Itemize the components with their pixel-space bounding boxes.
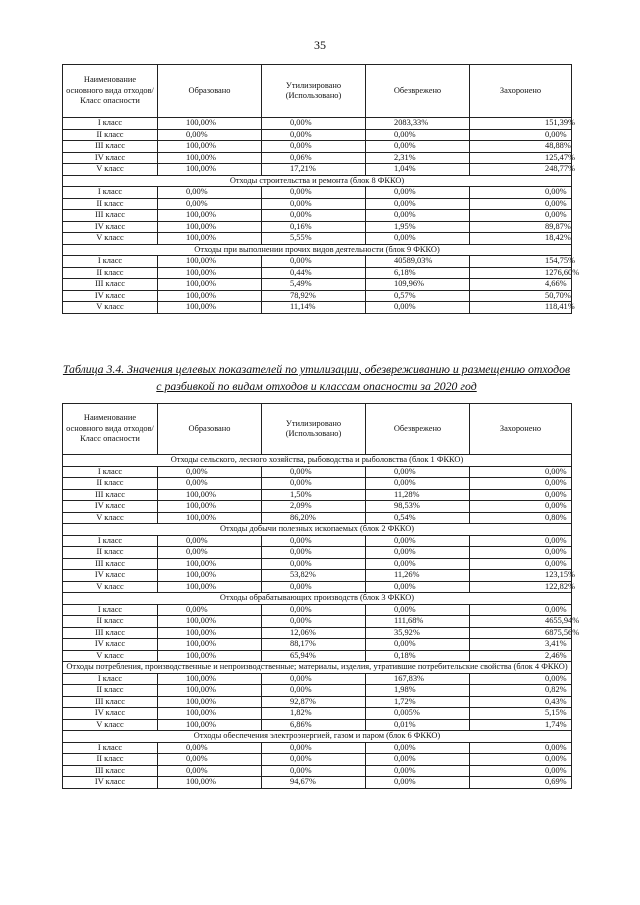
cell-hazard-class: I класс bbox=[63, 256, 158, 268]
cell-neutralized: 1,98% bbox=[366, 685, 470, 697]
cell-buried: 0,00% bbox=[470, 129, 572, 141]
table-row bbox=[63, 198, 572, 210]
cell-neutralized: 0,00% bbox=[366, 141, 470, 153]
cell-hazard-class: V класс bbox=[63, 581, 158, 593]
cell-buried: 0,00% bbox=[470, 535, 572, 547]
cell-utilized: 0,00% bbox=[262, 616, 366, 628]
cell-generated: 100,00% bbox=[158, 164, 262, 176]
cell-hazard-class: I класс bbox=[63, 742, 158, 754]
header-utilized: Утилизировано (Использовано) bbox=[262, 65, 366, 118]
cell-hazard-class: I класс bbox=[63, 604, 158, 616]
cell-neutralized: 0,00% bbox=[366, 547, 470, 559]
cell-utilized: 86,20% bbox=[262, 512, 366, 524]
header-buried: Захоронено bbox=[470, 404, 572, 455]
cell-hazard-class: III класс bbox=[63, 489, 158, 501]
cell-hazard-class: III класс bbox=[63, 210, 158, 222]
cell-buried: 151,39% bbox=[470, 118, 572, 130]
cell-utilized: 0,00% bbox=[262, 547, 366, 559]
cell-buried: 0,00% bbox=[470, 604, 572, 616]
section-header-row bbox=[63, 593, 572, 605]
cell-utilized: 5,49% bbox=[262, 279, 366, 291]
table-row bbox=[63, 478, 572, 490]
table-row bbox=[63, 765, 572, 777]
cell-hazard-class: II класс bbox=[63, 478, 158, 490]
cell-neutralized: 0,00% bbox=[366, 233, 470, 245]
cell-neutralized: 0,00% bbox=[366, 742, 470, 754]
cell-hazard-class: II класс bbox=[63, 754, 158, 766]
cell-utilized: 1,82% bbox=[262, 708, 366, 720]
cell-hazard-class: I класс bbox=[63, 673, 158, 685]
cell-generated: 100,00% bbox=[158, 650, 262, 662]
cell-neutralized: 0,00% bbox=[366, 478, 470, 490]
cell-neutralized: 0,00% bbox=[366, 765, 470, 777]
table-row bbox=[63, 754, 572, 766]
table-row bbox=[63, 279, 572, 291]
cell-generated: 100,00% bbox=[158, 118, 262, 130]
cell-utilized: 0,16% bbox=[262, 221, 366, 233]
cell-neutralized: 98,53% bbox=[366, 501, 470, 513]
cell-buried: 248,77% bbox=[470, 164, 572, 176]
cell-generated: 0,00% bbox=[158, 187, 262, 199]
cell-buried: 154,75% bbox=[470, 256, 572, 268]
cell-buried: 6875,56% bbox=[470, 627, 572, 639]
cell-generated: 100,00% bbox=[158, 696, 262, 708]
cell-generated: 100,00% bbox=[158, 279, 262, 291]
cell-buried: 0,80% bbox=[470, 512, 572, 524]
cell-hazard-class: IV класс bbox=[63, 777, 158, 789]
cell-neutralized: 1,04% bbox=[366, 164, 470, 176]
cell-hazard-class: I класс bbox=[63, 535, 158, 547]
cell-hazard-class: V класс bbox=[63, 512, 158, 524]
cell-neutralized: 0,57% bbox=[366, 290, 470, 302]
cell-hazard-class: II класс bbox=[63, 547, 158, 559]
cell-buried: 0,69% bbox=[470, 777, 572, 789]
section-header-row bbox=[63, 455, 572, 467]
table-row bbox=[63, 639, 572, 651]
cell-buried: 0,00% bbox=[470, 489, 572, 501]
cell-hazard-class: V класс bbox=[63, 164, 158, 176]
header-generated: Образовано bbox=[158, 404, 262, 455]
cell-hazard-class: III класс bbox=[63, 696, 158, 708]
cell-hazard-class: IV класс bbox=[63, 290, 158, 302]
cell-hazard-class: II класс bbox=[63, 685, 158, 697]
cell-buried: 0,00% bbox=[470, 765, 572, 777]
cell-generated: 0,00% bbox=[158, 478, 262, 490]
table-row bbox=[63, 708, 572, 720]
section-header-row bbox=[63, 524, 572, 536]
cell-neutralized: 167,83% bbox=[366, 673, 470, 685]
table-row bbox=[63, 535, 572, 547]
section-title: Отходы потребления, производственные и непроизводственные; материалы, изделия, утратившие потребительские свойства (блок 4 ФККО) bbox=[63, 662, 572, 674]
cell-buried: 122,82% bbox=[470, 581, 572, 593]
table-row bbox=[63, 141, 572, 153]
cell-neutralized: 0,18% bbox=[366, 650, 470, 662]
cell-buried: 0,00% bbox=[470, 558, 572, 570]
section-header-row bbox=[63, 244, 572, 256]
cell-neutralized: 0,00% bbox=[366, 210, 470, 222]
table-row bbox=[63, 466, 572, 478]
cell-buried: 48,88% bbox=[470, 141, 572, 153]
cell-generated: 100,00% bbox=[158, 558, 262, 570]
cell-utilized: 92,87% bbox=[262, 696, 366, 708]
cell-buried: 0,00% bbox=[470, 466, 572, 478]
section-title: Отходы сельского, лесного хозяйства, рыбоводства и рыболовства (блок 1 ФККО) bbox=[63, 455, 572, 467]
cell-hazard-class: III класс bbox=[63, 558, 158, 570]
cell-generated: 100,00% bbox=[158, 221, 262, 233]
cell-buried: 0,00% bbox=[470, 210, 572, 222]
table-row bbox=[63, 290, 572, 302]
cell-utilized: 0,00% bbox=[262, 558, 366, 570]
cell-hazard-class: V класс bbox=[63, 233, 158, 245]
cell-hazard-class: I класс bbox=[63, 118, 158, 130]
cell-buried: 0,00% bbox=[470, 547, 572, 559]
cell-utilized: 0,00% bbox=[262, 198, 366, 210]
cell-buried: 0,00% bbox=[470, 187, 572, 199]
waste-indicators-table-continued bbox=[62, 64, 580, 314]
cell-buried: 50,70% bbox=[470, 290, 572, 302]
table-row bbox=[63, 210, 572, 222]
table-row bbox=[63, 501, 572, 513]
table-row bbox=[63, 187, 572, 199]
cell-hazard-class: IV класс bbox=[63, 501, 158, 513]
table-caption: Таблица 3.4. Значения целевых показателей по утилизации, обезвреживанию и размещению отходов с разбивкой по видам отходов и классам опасности за 2020 год bbox=[62, 362, 571, 393]
cell-utilized: 0,44% bbox=[262, 267, 366, 279]
table-row bbox=[63, 719, 572, 731]
header-waste-class: Наименование основного вида отходов/Класс опасности bbox=[63, 65, 158, 118]
cell-hazard-class: II класс bbox=[63, 198, 158, 210]
cell-generated: 100,00% bbox=[158, 639, 262, 651]
table-row bbox=[63, 604, 572, 616]
cell-buried: 0,00% bbox=[470, 478, 572, 490]
section-header-row bbox=[63, 175, 572, 187]
cell-generated: 0,00% bbox=[158, 765, 262, 777]
table-row bbox=[63, 267, 572, 279]
cell-neutralized: 1,95% bbox=[366, 221, 470, 233]
table-row bbox=[63, 489, 572, 501]
cell-hazard-class: V класс bbox=[63, 302, 158, 314]
section-title: Отходы при выполнении прочих видов деятельности (блок 9 ФККО) bbox=[63, 244, 572, 256]
table-row bbox=[63, 512, 572, 524]
cell-buried: 0,82% bbox=[470, 685, 572, 697]
cell-hazard-class: IV класс bbox=[63, 152, 158, 164]
cell-neutralized: 0,54% bbox=[366, 512, 470, 524]
table-header-row bbox=[63, 404, 572, 455]
table-row bbox=[63, 558, 572, 570]
cell-generated: 0,00% bbox=[158, 535, 262, 547]
cell-neutralized: 11,26% bbox=[366, 570, 470, 582]
cell-utilized: 0,00% bbox=[262, 581, 366, 593]
cell-hazard-class: II класс bbox=[63, 267, 158, 279]
header-neutralized: Обезврежено bbox=[366, 65, 470, 118]
cell-generated: 0,00% bbox=[158, 129, 262, 141]
cell-generated: 100,00% bbox=[158, 233, 262, 245]
section-title: Отходы добычи полезных ископаемых (блок 2 ФККО) bbox=[63, 524, 572, 536]
cell-buried: 89,87% bbox=[470, 221, 572, 233]
cell-neutralized: 0,00% bbox=[366, 198, 470, 210]
cell-buried: 4,66% bbox=[470, 279, 572, 291]
cell-generated: 100,00% bbox=[158, 290, 262, 302]
cell-utilized: 0,00% bbox=[262, 604, 366, 616]
cell-generated: 0,00% bbox=[158, 198, 262, 210]
table-row bbox=[63, 581, 572, 593]
cell-neutralized: 109,96% bbox=[366, 279, 470, 291]
cell-hazard-class: III класс bbox=[63, 279, 158, 291]
cell-hazard-class: I класс bbox=[63, 466, 158, 478]
cell-neutralized: 0,00% bbox=[366, 581, 470, 593]
cell-neutralized: 0,00% bbox=[366, 604, 470, 616]
cell-generated: 100,00% bbox=[158, 501, 262, 513]
cell-generated: 100,00% bbox=[158, 256, 262, 268]
cell-neutralized: 111,68% bbox=[366, 616, 470, 628]
cell-utilized: 0,00% bbox=[262, 187, 366, 199]
cell-utilized: 1,50% bbox=[262, 489, 366, 501]
cell-generated: 100,00% bbox=[158, 673, 262, 685]
table-row bbox=[63, 152, 572, 164]
page-number: 35 bbox=[314, 38, 326, 52]
cell-neutralized: 6,18% bbox=[366, 267, 470, 279]
cell-buried: 2,46% bbox=[470, 650, 572, 662]
cell-generated: 100,00% bbox=[158, 570, 262, 582]
cell-utilized: 53,82% bbox=[262, 570, 366, 582]
cell-utilized: 5,55% bbox=[262, 233, 366, 245]
cell-neutralized: 11,28% bbox=[366, 489, 470, 501]
header-buried: Захоронено bbox=[470, 65, 572, 118]
cell-generated: 100,00% bbox=[158, 302, 262, 314]
table-row bbox=[63, 742, 572, 754]
cell-utilized: 65,94% bbox=[262, 650, 366, 662]
cell-utilized: 0,00% bbox=[262, 118, 366, 130]
cell-utilized: 78,92% bbox=[262, 290, 366, 302]
table-row bbox=[63, 627, 572, 639]
cell-neutralized: 0,00% bbox=[366, 187, 470, 199]
cell-utilized: 0,00% bbox=[262, 754, 366, 766]
table-row bbox=[63, 547, 572, 559]
cell-utilized: 0,00% bbox=[262, 478, 366, 490]
cell-utilized: 0,00% bbox=[262, 535, 366, 547]
cell-buried: 125,47% bbox=[470, 152, 572, 164]
cell-neutralized: 0,00% bbox=[366, 558, 470, 570]
cell-buried: 5,15% bbox=[470, 708, 572, 720]
table-row bbox=[63, 616, 572, 628]
cell-buried: 0,43% bbox=[470, 696, 572, 708]
cell-utilized: 0,00% bbox=[262, 765, 366, 777]
cell-utilized: 0,00% bbox=[262, 466, 366, 478]
section-title: Отходы обрабатывающих производств (блок 3 ФККО) bbox=[63, 593, 572, 605]
cell-generated: 100,00% bbox=[158, 627, 262, 639]
cell-neutralized: 35,92% bbox=[366, 627, 470, 639]
table-row bbox=[63, 129, 572, 141]
cell-utilized: 0,00% bbox=[262, 129, 366, 141]
cell-buried: 1,74% bbox=[470, 719, 572, 731]
cell-hazard-class: I класс bbox=[63, 187, 158, 199]
cell-utilized: 11,14% bbox=[262, 302, 366, 314]
cell-generated: 0,00% bbox=[158, 742, 262, 754]
table-row bbox=[63, 777, 572, 789]
cell-generated: 100,00% bbox=[158, 152, 262, 164]
cell-utilized: 0,06% bbox=[262, 152, 366, 164]
table-row bbox=[63, 302, 572, 314]
table-row bbox=[63, 256, 572, 268]
cell-hazard-class: V класс bbox=[63, 650, 158, 662]
table-row bbox=[63, 696, 572, 708]
cell-neutralized: 0,01% bbox=[366, 719, 470, 731]
cell-generated: 100,00% bbox=[158, 719, 262, 731]
cell-neutralized: 0,00% bbox=[366, 129, 470, 141]
cell-buried: 123,15% bbox=[470, 570, 572, 582]
cell-neutralized: 0,00% bbox=[366, 639, 470, 651]
cell-hazard-class: III класс bbox=[63, 627, 158, 639]
cell-generated: 100,00% bbox=[158, 685, 262, 697]
section-header-row bbox=[63, 662, 572, 674]
cell-utilized: 2,09% bbox=[262, 501, 366, 513]
table-row bbox=[63, 118, 572, 130]
cell-buried: 0,00% bbox=[470, 754, 572, 766]
cell-generated: 100,00% bbox=[158, 616, 262, 628]
cell-buried: 0,00% bbox=[470, 673, 572, 685]
cell-generated: 0,00% bbox=[158, 547, 262, 559]
header-utilized: Утилизировано (Использовано) bbox=[262, 404, 366, 455]
table-row bbox=[63, 650, 572, 662]
cell-generated: 100,00% bbox=[158, 512, 262, 524]
table-row bbox=[63, 673, 572, 685]
cell-buried: 0,00% bbox=[470, 198, 572, 210]
cell-hazard-class: II класс bbox=[63, 129, 158, 141]
table-row bbox=[63, 164, 572, 176]
table-header-row bbox=[63, 65, 572, 118]
cell-utilized: 94,67% bbox=[262, 777, 366, 789]
cell-hazard-class: IV класс bbox=[63, 221, 158, 233]
header-generated: Образовано bbox=[158, 65, 262, 118]
table-row bbox=[63, 221, 572, 233]
section-title: Отходы обеспечения электроэнергией, газом и паром (блок 6 ФККО) bbox=[63, 731, 572, 743]
cell-utilized: 0,00% bbox=[262, 685, 366, 697]
section-header-row bbox=[63, 731, 572, 743]
cell-neutralized: 0,00% bbox=[366, 535, 470, 547]
section-title: Отходы строительства и ремонта (блок 8 ФККО) bbox=[63, 175, 572, 187]
cell-utilized: 6,86% bbox=[262, 719, 366, 731]
cell-hazard-class: II класс bbox=[63, 616, 158, 628]
header-waste-class: Наименование основного вида отходов/Класс опасности bbox=[63, 404, 158, 455]
table-row bbox=[63, 570, 572, 582]
waste-indicators-table-2020 bbox=[62, 403, 580, 789]
cell-neutralized: 40589,03% bbox=[366, 256, 470, 268]
cell-generated: 100,00% bbox=[158, 141, 262, 153]
cell-generated: 100,00% bbox=[158, 210, 262, 222]
cell-hazard-class: IV класс bbox=[63, 639, 158, 651]
cell-buried: 0,00% bbox=[470, 501, 572, 513]
cell-utilized: 0,00% bbox=[262, 742, 366, 754]
cell-buried: 3,41% bbox=[470, 639, 572, 651]
table-row bbox=[63, 233, 572, 245]
cell-buried: 0,00% bbox=[470, 742, 572, 754]
cell-generated: 0,00% bbox=[158, 754, 262, 766]
cell-buried: 118,41% bbox=[470, 302, 572, 314]
cell-neutralized: 0,005% bbox=[366, 708, 470, 720]
cell-buried: 4655,94% bbox=[470, 616, 572, 628]
cell-generated: 100,00% bbox=[158, 581, 262, 593]
cell-generated: 100,00% bbox=[158, 267, 262, 279]
cell-neutralized: 1,72% bbox=[366, 696, 470, 708]
cell-neutralized: 2,31% bbox=[366, 152, 470, 164]
cell-utilized: 0,00% bbox=[262, 141, 366, 153]
cell-buried: 18,42% bbox=[470, 233, 572, 245]
cell-hazard-class: III класс bbox=[63, 765, 158, 777]
cell-neutralized: 2083,33% bbox=[366, 118, 470, 130]
cell-utilized: 17,21% bbox=[262, 164, 366, 176]
header-neutralized: Обезврежено bbox=[366, 404, 470, 455]
table-row bbox=[63, 685, 572, 697]
cell-utilized: 0,00% bbox=[262, 210, 366, 222]
cell-generated: 0,00% bbox=[158, 604, 262, 616]
cell-utilized: 0,00% bbox=[262, 673, 366, 685]
cell-generated: 100,00% bbox=[158, 708, 262, 720]
cell-generated: 100,00% bbox=[158, 777, 262, 789]
cell-hazard-class: III класс bbox=[63, 141, 158, 153]
cell-utilized: 12,06% bbox=[262, 627, 366, 639]
cell-neutralized: 0,00% bbox=[366, 466, 470, 478]
cell-generated: 0,00% bbox=[158, 466, 262, 478]
cell-hazard-class: IV класс bbox=[63, 708, 158, 720]
cell-utilized: 0,00% bbox=[262, 256, 366, 268]
cell-buried: 1276,60% bbox=[470, 267, 572, 279]
cell-generated: 100,00% bbox=[158, 489, 262, 501]
cell-hazard-class: V класс bbox=[63, 719, 158, 731]
cell-neutralized: 0,00% bbox=[366, 302, 470, 314]
cell-utilized: 88,17% bbox=[262, 639, 366, 651]
cell-neutralized: 0,00% bbox=[366, 777, 470, 789]
cell-neutralized: 0,00% bbox=[366, 754, 470, 766]
cell-hazard-class: IV класс bbox=[63, 570, 158, 582]
